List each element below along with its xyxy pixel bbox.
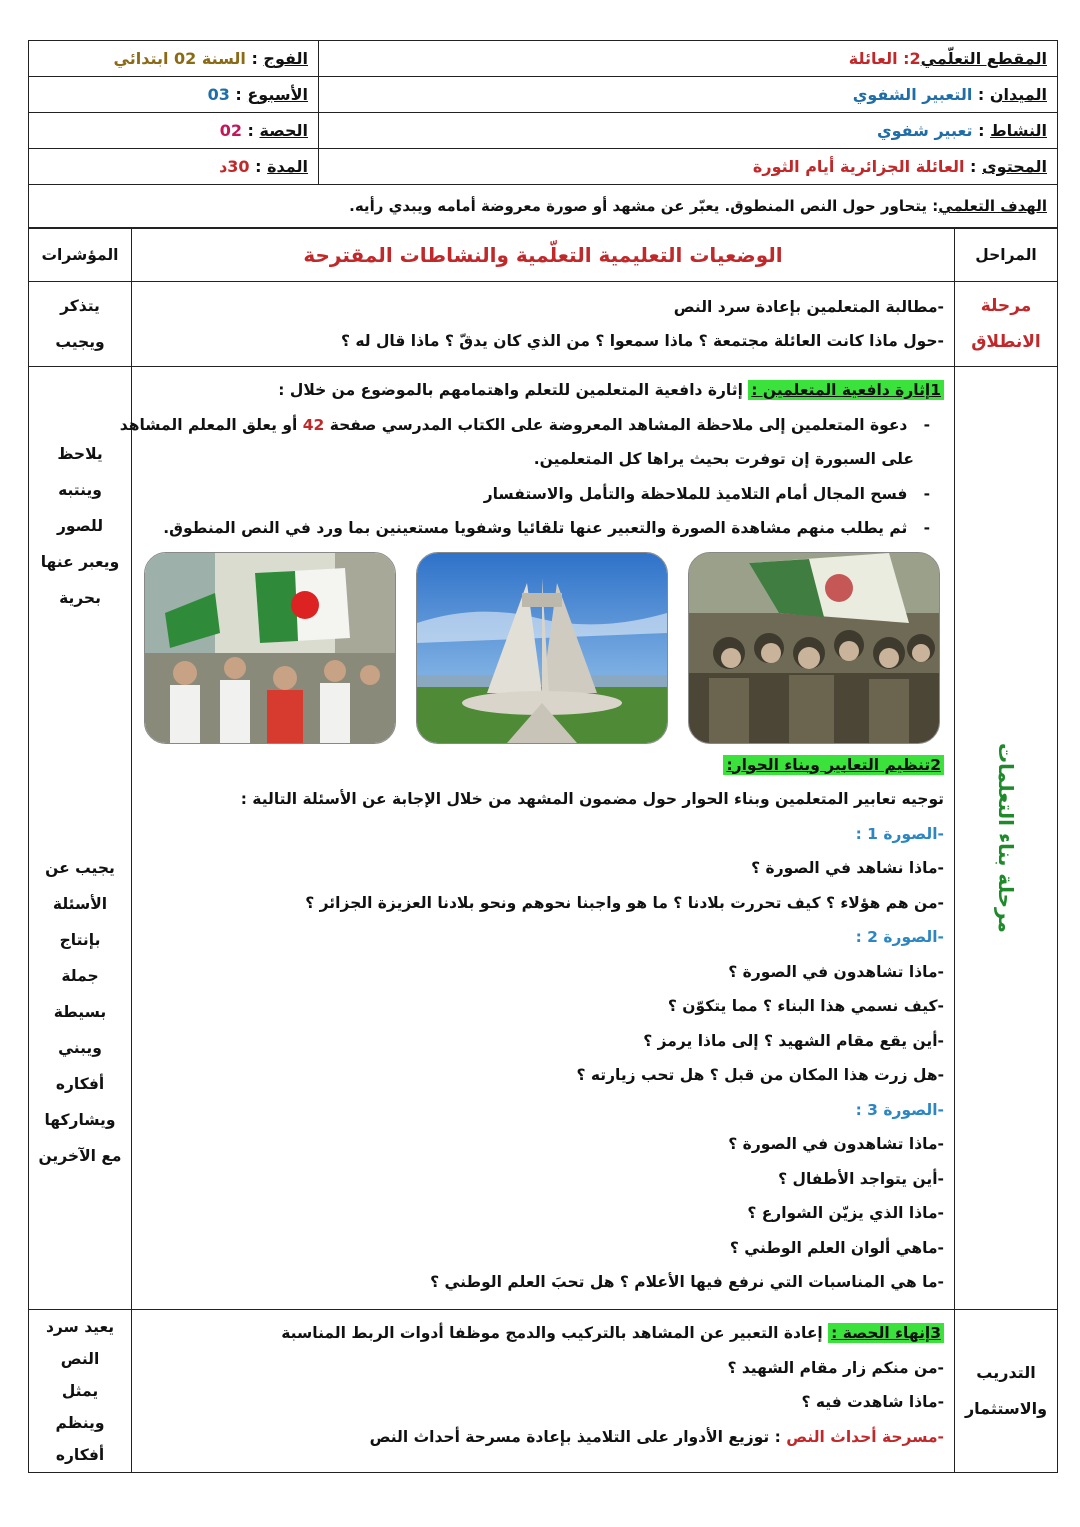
picture-revolution-fighters <box>688 552 940 744</box>
part2-title <box>140 748 944 783</box>
bullet-line: - ثم يطلب منهم مشاهدة الصورة والتعبير عنها تلقائيا وشفويا مستعينين بما ورد في النص المنطوق. <box>163 519 930 537</box>
group-label: الفوج <box>263 49 308 68</box>
indicator-line: بحرية <box>59 589 101 607</box>
theatre-rest: : توزيع الأدوار على التلاميذ بإعادة مسرحة أحداث النص <box>369 1427 787 1446</box>
table-header-row <box>29 229 1058 282</box>
indicator-line: يتذكر <box>60 297 100 315</box>
stage-practice-line2: والاستثمار <box>964 1399 1048 1418</box>
activity-cell: النشاط : تعبير شفوي <box>319 113 1058 149</box>
bullet1a-pre: دعوة المتعلمين إلى ملاحظة المشاهد المعروضة على الكتاب المدرسي صفحة <box>324 415 908 434</box>
page-number: 42 <box>302 415 325 434</box>
indicator-line: أفكاره <box>55 1446 105 1464</box>
bullet-line: - دعوة المتعلمين إلى ملاحظة المشاهد المعروضة على الكتاب المدرسي صفحة 42 أو يعلق المعلم المشاهد <box>119 415 930 434</box>
field-cell: الميدان : التعبير الشفوي <box>319 77 1058 113</box>
indicators-header: المؤشرات <box>29 229 132 282</box>
bullet1a-post: أو يعلق المعلم المشاهد <box>119 415 303 434</box>
theatre-label: -مسرحة أحداث النص <box>786 1427 944 1446</box>
stage-start-line2: الانطلاق <box>971 332 1041 352</box>
question-line: -أين يتواجد الأطفال ؟ <box>778 1169 944 1188</box>
indicator-line: مع الآخرين <box>38 1147 122 1165</box>
question-line: -من هم هؤلاء ؟ كيف تحررت بلادنا ؟ ما هو واجبنا نحوهم ونحو بلادنا العزيزة الجزائر ؟ <box>305 893 944 912</box>
group-cell: الفوج : السنة 02 ابتدائي <box>29 41 319 77</box>
activity-label: النشاط <box>990 121 1047 140</box>
indicator-line: بإنتاج <box>59 931 101 949</box>
stage-build-wrap <box>956 368 1056 1308</box>
stage-build <box>955 367 1058 1310</box>
lesson-sheet <box>28 40 1058 1473</box>
week-value: 03 <box>207 85 230 104</box>
indicator-line: ويعبر عنها <box>40 553 120 571</box>
question-line: -من منكم زار مقام الشهيد ؟ <box>727 1358 944 1377</box>
indicator-practice <box>29 1310 132 1473</box>
start-content <box>132 282 955 367</box>
indicator-line: ويبني <box>58 1039 102 1057</box>
table-row <box>29 282 1058 367</box>
revolution-fighters-image <box>689 553 939 743</box>
question-line: -ما هي المناسبات التي نرفع فيها الأعلام ؟ هل تحبَ العلم الوطني ؟ <box>430 1273 944 1291</box>
segment-label: المقطع التعلّمي <box>920 49 1047 68</box>
indicator-line: بسيطة <box>53 1003 107 1021</box>
situations-header: الوضعيات التعليمية التعلّمية والنشاطات المقترحة <box>132 229 955 282</box>
indicator-line: للصور <box>56 517 104 535</box>
indicator-build <box>29 367 132 1310</box>
question-line: -ماذا الذي يزيّن الشوارع ؟ <box>747 1204 944 1222</box>
bullet-line: على السبورة إن توفرت بحيث يراها كل المتعلمين. <box>533 450 914 468</box>
build-content <box>119 367 955 1310</box>
content-cell: المحتوى : العائلة الجزائرية أيام الثورة <box>319 149 1058 185</box>
indicator-line: وينتبه <box>58 481 102 499</box>
question-line: -أين يقع مقام الشهيد ؟ إلى ماذا يرمز ؟ <box>643 1031 944 1050</box>
picture1-heading: -الصورة 1 : <box>855 824 944 843</box>
activity-value: تعبير شفوي <box>876 121 973 140</box>
question-line: -ماهي ألوان العلم الوطني ؟ <box>729 1238 944 1257</box>
goal-label: الهدف التعلمي <box>938 197 1047 215</box>
stage-start-line1: مرحلة <box>980 296 1032 316</box>
session-label: الحصة <box>259 121 308 140</box>
segment-value: 2: العائلة <box>848 49 921 68</box>
part1-title <box>140 373 944 408</box>
content-value: العائلة الجزائرية أيام الثورة <box>752 157 965 176</box>
segment-cell <box>319 41 1058 77</box>
stage-practice-line1: التدريب <box>976 1363 1036 1382</box>
field-label: الميدان <box>989 85 1047 104</box>
theatre-line <box>140 1420 944 1455</box>
indicator-line: أفكاره <box>55 1075 105 1093</box>
picture3-heading: -الصورة 3 : <box>855 1100 944 1119</box>
picture-martyrs-monument <box>416 552 668 744</box>
stages-header: المراحل <box>955 229 1058 282</box>
week-cell: الأسبوع : 03 <box>29 77 319 113</box>
question-line: -كيف نسمي هذا البناء ؟ مما يتكوّن ؟ <box>667 997 944 1015</box>
goal-row: الهدف التعلمي : يتحاور حول النص المنطوق. يعبّر عن مشهد أو صورة معروضة أمامه ويبدي رأيه. <box>28 185 1058 228</box>
part3-rest: إعادة التعبير عن المشاهد بالتركيب والدمج موظفا أدوات الربط المناسبة <box>281 1324 829 1342</box>
goal-value: يتحاور حول النص المنطوق. يعبّر عن مشهد أو صورة معروضة أمامه ويبدي رأيه. <box>349 197 928 215</box>
field-value: التعبير الشفوي <box>852 85 973 104</box>
picture2-heading: -الصورة 2 : <box>855 928 944 946</box>
session-cell: الحصة : 02 <box>29 113 319 149</box>
session-value: 02 <box>219 121 242 140</box>
part2-highlight: 2تنظيم التعابير وبناء الحوار: <box>723 755 944 775</box>
practice-content <box>132 1310 955 1473</box>
text-line: -مطالبة المتعلمين بإعادة سرد النص <box>673 297 944 316</box>
indicator-line: يلاحظ <box>57 445 103 463</box>
text-line: -حول ماذا كانت العائلة مجتمعة ؟ ماذا سمعوا ؟ من الذي كان يدقّ ؟ ماذا قال له ؟ <box>340 332 944 350</box>
header-table <box>28 40 1058 185</box>
bullet-line: - فسح المجال أمام التلاميذ للملاحظة والتأمل والاستفسار <box>483 484 930 503</box>
indicator-line: وينظم <box>55 1414 105 1432</box>
duration-label: المدة <box>267 157 308 176</box>
indicator-line: الأسئلة <box>52 895 108 913</box>
part2-intro: توجيه تعابير المتعلمين وبناء الحوار حول مضمون المشهد من خلال الإجابة عن الأسئلة التالية : <box>240 790 944 808</box>
martyrs-monument-image <box>417 553 667 743</box>
question-line: -ماذا شاهدت فيه ؟ <box>801 1393 944 1411</box>
part3-highlight: 3إنهاء الحصة : <box>828 1323 944 1343</box>
duration-cell: المدة : 30د <box>29 149 319 185</box>
indicator-line: يمثل <box>61 1382 99 1400</box>
indicator-line: ويجيب <box>55 333 105 351</box>
indicator-line: النص <box>60 1350 100 1368</box>
bullet2-text: فسح المجال أمام التلاميذ للملاحظة والتأمل والاستفسار <box>483 484 908 503</box>
indicator-line: يجيب عن <box>45 859 115 877</box>
indicator-answer <box>30 616 130 1174</box>
duration-value: 30د <box>219 157 250 176</box>
indicator-line: يعيد سرد <box>45 1318 115 1336</box>
question-line: -ماذا تشاهدون في الصورة ؟ <box>728 1135 944 1153</box>
stage-start <box>955 282 1058 367</box>
bullet3-text: ثم يطلب منهم مشاهدة الصورة والتعبير عنها تلقائيا وشفويا مستعينين بما ورد في النص المنطوق. <box>163 519 908 537</box>
table-row <box>29 367 1058 1310</box>
indicator-observe <box>30 368 130 616</box>
indicator-line: ويشاركها <box>44 1111 116 1129</box>
stage-practice <box>955 1310 1058 1473</box>
table-row <box>29 1310 1058 1473</box>
independence-celebration-image <box>145 553 395 743</box>
picture-independence-celebration <box>144 552 396 744</box>
main-table <box>28 228 1058 1473</box>
indicator-start <box>29 282 132 367</box>
question-line: -هل زرت هذا المكان من قبل ؟ هل تحب زيارته ؟ <box>576 1066 944 1084</box>
part3-title <box>140 1316 944 1351</box>
question-line: -ماذا نشاهد في الصورة ؟ <box>751 859 944 877</box>
part1-highlight: 1إثارة دافعية المتعلمين : <box>748 380 944 400</box>
content-label: المحتوى <box>982 157 1047 176</box>
group-value: السنة 02 ابتدائي <box>113 49 246 68</box>
question-line: -ماذا تشاهدون في الصورة ؟ <box>728 962 944 981</box>
week-label: الأسبوع <box>247 85 308 104</box>
picture-strip <box>140 546 944 748</box>
stage-build-label: مرحلة بناء التعلمات <box>994 743 1018 933</box>
part1-rest: إثارة دافعية المتعلمين للتعلم واهتمامهم بالموضوع من خلال : <box>278 381 749 399</box>
indicator-line: جملة <box>61 967 99 985</box>
